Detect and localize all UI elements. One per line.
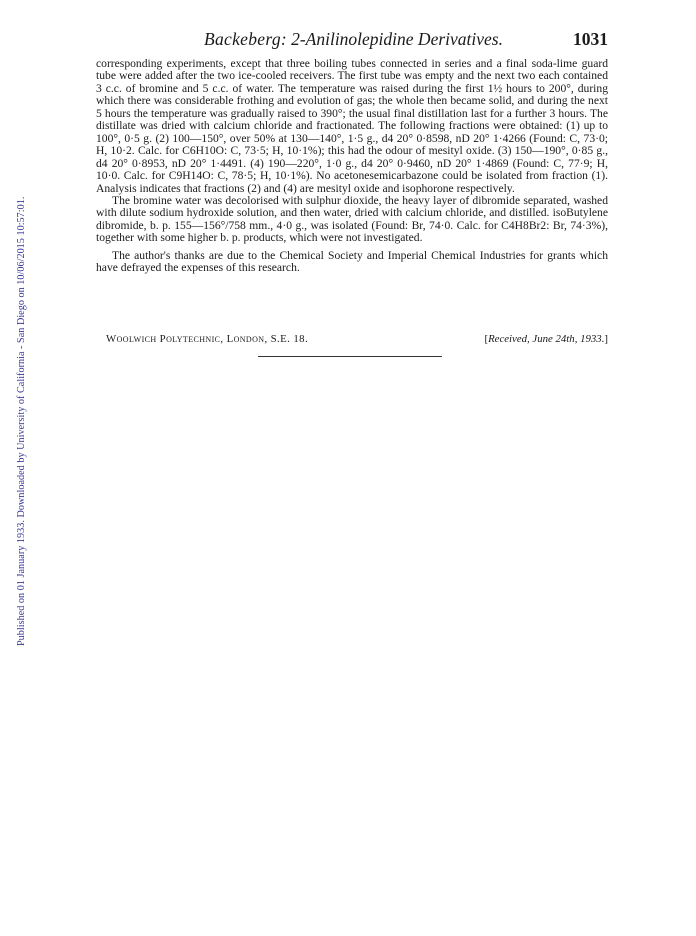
affiliation: Woolwich Polytechnic, London, S.E. 18.: [106, 333, 309, 345]
running-author: Backeberg: [204, 29, 281, 49]
article-body: [96, 58, 608, 275]
running-title: [204, 29, 503, 50]
running-article-title: 2-Anilinolepidine Derivatives.: [291, 29, 503, 49]
experimental-paragraph: corresponding experiments, except that three boiling tubes connected in series and a final soda-lime guard tube were added after the two ice-cooled receivers. The first tube was empty and the next two each contained 3 c.c. of bromine and 5 c.c. of water. The temperature was raised during the first 1½ hours to 200°, during which there was considerable frothing and evolution of gas; the whole then became solid, and during the next 5 hours the temperature was gradually raised to 390°; the usual final distillation last for a further 3 hours. The distillate was dried with calcium chloride and fractionated. The following fractions were obtained: (1) up to 100°, 0·5 g. (2) 100—150°, over 50% at 130—140°, 1·5 g., d4 20° 0·8598, nD 20° 1·4266 (Found: C, 73·0; H, 10·2. Calc. for C6H10O: C, 73·5; H, 10·1%); this had the odour of mesityl oxide. (3) 150—190°, 0·85 g., d4 20° 0·8953, nD 20° 1·4491. (4) 190—220°, 1·0 g., d4 20° 0·9460, nD 20° 1·4869 (Found: C, 77·9; H, 10·0. Calc. for C9H14O: C, 78·5; H, 10·1%). No acetonesemicarbazone could be isolated from fraction (1). Analysis indicates that fractions (2) and (4) are mesityl oxide and isophorone respectively.: [96, 57, 608, 195]
running-header: [96, 29, 608, 53]
download-notice: [3, 98, 27, 646]
received-label: Received,: [488, 333, 530, 345]
author-address-line: [96, 333, 608, 347]
running-separator: :: [280, 29, 287, 49]
page-number: 1031: [573, 29, 608, 49]
received-date: [Received, June 24th, 1933.]: [484, 333, 608, 345]
received-value: June 24th, 1933.: [532, 333, 605, 345]
download-notice-text: Published on 01 January 1933. Downloaded by University of California - San Diego on 10/06/2015 10:57:01.: [16, 196, 27, 646]
acknowledgement: The author's thanks are due to the Chemical Society and Imperial Chemical Industries for grants which have defrayed the expenses of this research.: [96, 248, 608, 275]
end-rule: [258, 356, 442, 357]
bromine-paragraph: The bromine water was decolorised with sulphur dioxide, the heavy layer of dibromide separated, washed with dilute sodium hydroxide solution, and then water, dried with calcium chloride, and distilled. isoButylene dibromide, b. p. 155—156°/758 mm., 4·0 g., was isolated (Found: Br, 74·0. Calc. for C4H8Br2: Br, 74·3%), together with some higher b. p. products, which were not investigated.: [96, 193, 608, 245]
